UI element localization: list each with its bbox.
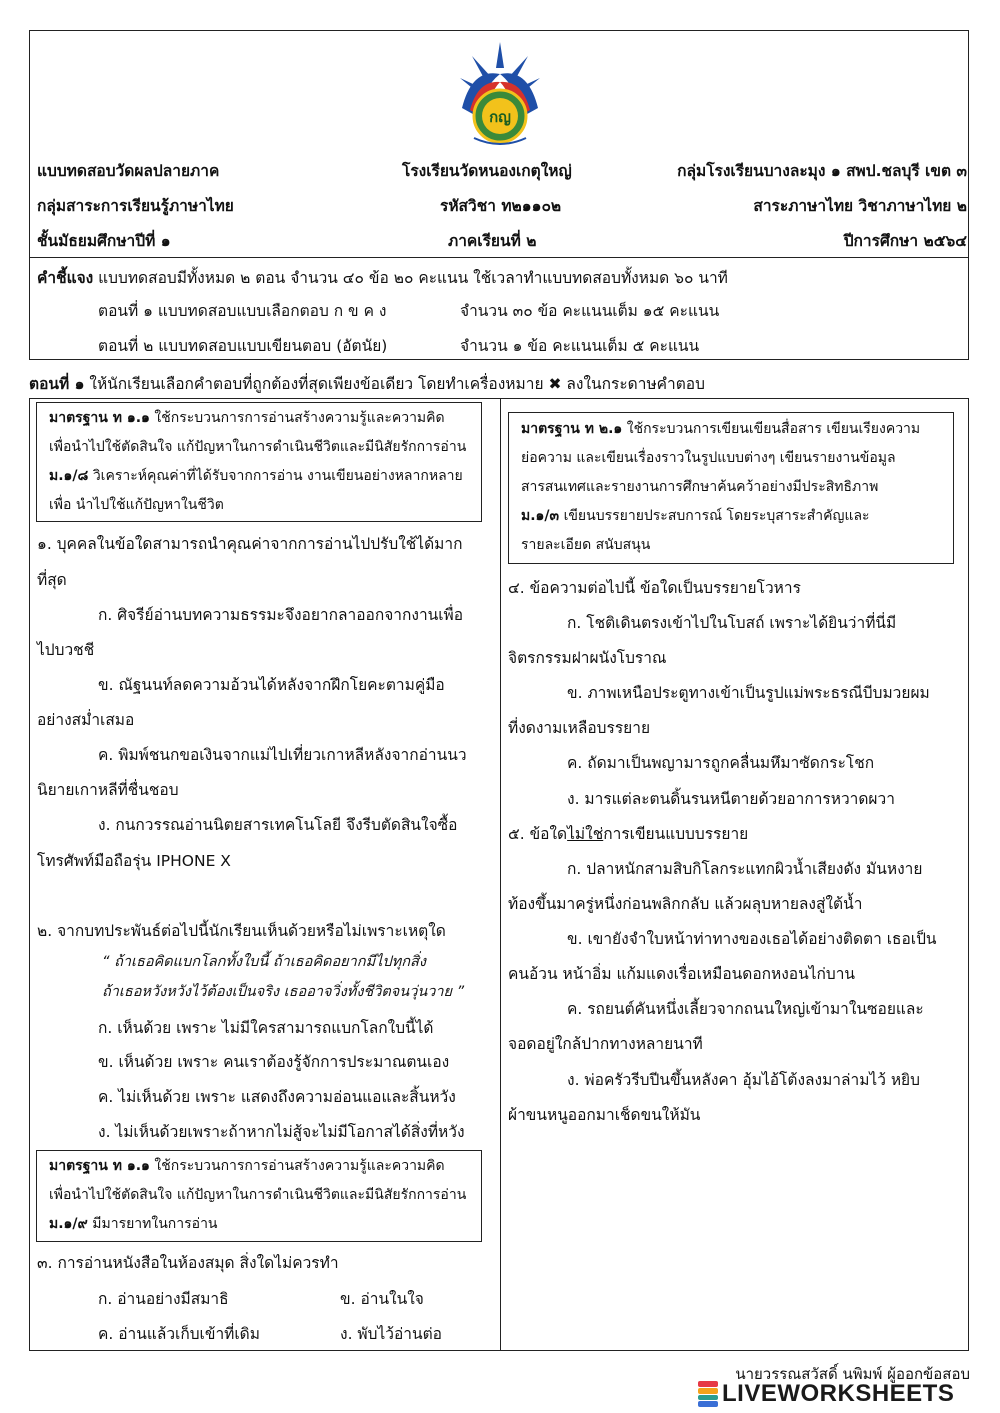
q5-choice-c[interactable]: ค. รถยนต์คันหนึ่งเลี้ยวจากถนนใหญ่เข้ามาในซอยและ: [567, 1000, 924, 1018]
q5-choice-c-cont: จอดอยู่ใกล้ปากทางหลายนาที: [508, 1035, 703, 1053]
q2-choice-b[interactable]: ข. เห็นด้วย เพราะ คนเราต้องรู้จักการประมาณตนเอง: [98, 1053, 450, 1071]
q3-choice-b[interactable]: ข. อ่านในใจ: [340, 1290, 424, 1308]
q5-choice-b-cont: คนอ้วน หน้าอิ่ม แก้มแดงเรื่อเหมือนดอกหงอนไก่บาน: [508, 965, 856, 983]
q5-stem: [508, 821, 748, 846]
q1-choice-b-cont: อย่างสม่ำเสมอ: [37, 711, 135, 729]
standard-box-2: [36, 1150, 482, 1242]
q3-choice-a[interactable]: ก. อ่านอย่างมีสมาธิ: [98, 1290, 229, 1308]
part1-detail: จำนวน ๓๐ ข้อ คะแนนเต็ม ๑๕ คะแนน: [460, 302, 720, 320]
brand-name: LIVEWORKSHEETS: [722, 1380, 955, 1407]
standard-3-line2: ย่อความ และเขียนเรื่องราวในรูปแบบต่างๆ เขียนรายงานข้อมูล: [521, 450, 896, 466]
standard-3-line4: เขียนบรรยายประสบการณ์ โดยระบุสาระสำคัญและ: [563, 508, 870, 524]
q2-choice-d[interactable]: ง. ไม่เห็นด้วยเพราะถ้าหากไม่สู้จะไม่มีโอกาสได้สิ่งที่หวัง: [98, 1123, 465, 1141]
header-grade: ชั้นมัธยมศึกษาปีที่ ๑: [37, 232, 171, 250]
school-logo: [452, 38, 548, 150]
q5-choice-d-cont: ผ้าขนหนูออกมาเช็ดขนให้มัน: [508, 1106, 701, 1124]
q2-choice-c[interactable]: ค. ไม่เห็นด้วย เพราะ แสดงถึงความอ่อนแอและสิ้นหวัง: [98, 1088, 456, 1106]
school-logo-icon: [452, 38, 548, 150]
standard-box-3: [508, 412, 954, 564]
q5-choice-d[interactable]: ง. พ่อครัวรีบปีนขึ้นหลังคา อุ้มไอ้โต้งลงมาล่ามไว้ หยิบ: [567, 1071, 920, 1089]
header-course-code: รหัสวิชา ท๒๑๑๐๒: [440, 197, 562, 215]
q1-choice-d[interactable]: ง. กนกวรรณอ่านนิตยสารเทคโนโลยี จึงรีบตัดสินใจซื้อ: [98, 816, 458, 834]
x-mark-icon: ✖: [548, 375, 562, 393]
q5-choice-b[interactable]: ข. เขายังจำใบหน้าท่าทางของเธอได้อย่างติดตา เธอเป็น: [567, 930, 937, 948]
logo-letters: กญ: [489, 108, 511, 126]
standard-3-label: มาตรฐาน ท ๒.๑: [521, 421, 623, 437]
q4-choice-b[interactable]: ข. ภาพเหนือประตูทางเข้าเป็นรูปแม่พระธรณีบีบมวยผม: [567, 684, 930, 702]
standard-1-indicator: ม.๑/๘: [49, 468, 89, 484]
q3-choice-c[interactable]: ค. อ่านแล้วเก็บเข้าที่เดิม: [98, 1325, 260, 1343]
liveworksheets-brand[interactable]: [698, 1380, 954, 1408]
q2-quote-line1: “ ถ้าเธอคิดแบกโลกทั้งใบนี้ ถ้าเธอคิดอยากมีไปทุกสิ่ง: [102, 954, 426, 970]
part2-name: ตอนที่ ๒ แบบทดสอบแบบเขียนตอบ (อัตนัย): [98, 337, 388, 355]
standard-1-line1: ใช้กระบวนการการอ่านสร้างความรู้และความคิด: [154, 410, 445, 426]
q5-stem-post: การเขียนแบบบรรยาย: [603, 825, 749, 843]
standard-1-line2: เพื่อนำไปใช้ตัดสินใจ แก้ปัญหาในการดำเนินชีวิตและมีนิสัยรักการอ่าน: [49, 439, 467, 455]
header-school-name: โรงเรียนวัดหนองเกตุใหญ่: [402, 162, 572, 180]
q4-choice-c[interactable]: ค. ถัดมาเป็นพญามารถูกคลื่นมหึมาซัดกระโชก: [567, 754, 875, 772]
header-learning-area: กลุ่มสาระการเรียนรู้ภาษาไทย: [37, 197, 234, 215]
header-academic-year: ปีการศึกษา ๒๕๖๔: [843, 232, 967, 250]
q1-choice-d-cont: โทรศัพท์มือถือรุ่น IPHONE X: [37, 852, 231, 870]
q1-choice-b[interactable]: ข. ณัฐนนท์ลดความอ้วนได้หลังจากฝึกโยคะตามคู่มือ: [98, 676, 445, 694]
column-divider: [500, 398, 501, 1351]
standard-2-line1: ใช้กระบวนการการอ่านสร้างความรู้และความคิด: [154, 1158, 445, 1174]
q4-stem: ๔. ข้อความต่อไปนี้ ข้อใดเป็นบรรยายโวหาร: [508, 579, 801, 597]
header-subject: สาระภาษาไทย วิชาภาษาไทย ๒: [753, 197, 967, 215]
header-exam-type: แบบทดสอบวัดผลปลายภาค: [37, 162, 220, 180]
q2-quote-line2: ถ้าเธอหวังหวังไว้ต้องเป็นจริง เธออาจวิ่งทั้งชีวิตจนวุ่นวาย ”: [102, 984, 465, 1000]
q3-stem: ๓. การอ่านหนังสือในห้องสมุด สิ่งใดไม่ควรทำ: [37, 1254, 339, 1272]
standard-1-label: มาตรฐาน ท ๑.๑: [49, 410, 150, 426]
q3-choice-d[interactable]: ง. พับไว้อ่านต่อ: [340, 1325, 442, 1343]
standard-1-line4: เพื่อ นำไปใช้แก้ปัญหาในชีวิต: [49, 497, 224, 513]
q5-stem-negation: ไม่ใช่: [567, 825, 604, 843]
q2-stem: ๒. จากบทประพันธ์ต่อไปนี้นักเรียนเห็นด้วยหรือไม่เพราะเหตุใด: [37, 922, 446, 940]
instructions: [37, 265, 728, 290]
header-semester: ภาคเรียนที่ ๒: [448, 232, 537, 250]
instructions-text: แบบทดสอบมีทั้งหมด ๒ ตอน จำนวน ๔๐ ข้อ ๒๐ คะแนน ใช้เวลาทำแบบทดสอบทั้งหมด ๖๐ นาที: [98, 269, 728, 287]
standard-2-indicator: ม.๑/๙: [49, 1216, 88, 1232]
standard-3-line1: ใช้กระบวนการเขียนเขียนสื่อสาร เขียนเรียงความ: [626, 421, 921, 437]
instructions-label: คำชี้แจง: [37, 269, 94, 287]
standard-2-label: มาตรฐาน ท ๑.๑: [49, 1158, 150, 1174]
standard-box-1: [36, 402, 482, 522]
header-school-group: กลุ่มโรงเรียนบางละมุง ๑ สพป.ชลบุรี เขต ๓: [677, 162, 967, 180]
q1-choice-c-cont: นิยายเกาหลีที่ชื่นชอบ: [37, 781, 179, 799]
standard-2-line3: มีมารยาทในการอ่าน: [92, 1216, 218, 1232]
q5-choice-a[interactable]: ก. ปลาหนักสามสิบกิโลกระแทกผิวน้ำเสียงดัง มันหงาย: [567, 860, 923, 878]
q1-stem: ๑. บุคคลในข้อใดสามารถนำคุณค่าจากการอ่านไปปรับใช้ได้มาก: [37, 535, 463, 553]
q5-stem-pre: ๕. ข้อใด: [508, 825, 568, 843]
q4-choice-a-cont: จิตรกรรมฝาผนังโบราณ: [508, 649, 667, 667]
liveworksheets-logo-icon: [698, 1381, 718, 1407]
standard-1-line3: วิเคราะห์คุณค่าที่ได้รับจากการอ่าน งานเขียนอย่างหลากหลาย: [92, 468, 463, 484]
q4-choice-b-cont: ที่งดงามเหลือบรรยาย: [508, 719, 651, 737]
q2-choice-a[interactable]: ก. เห็นด้วย เพราะ ไม่มีใครสามารถแบกโลกใบนี้ได้: [98, 1019, 434, 1037]
part1-name: ตอนที่ ๑ แบบทดสอบแบบเลือกตอบ ก ข ค ง: [98, 302, 387, 320]
standard-3-line3: สารสนเทศและรายงานการศึกษาค้นคว้าอย่างมีประสิทธิภาพ: [521, 479, 879, 495]
author-credit: นายวรรณสวัสดิ์ นพิมพ์ ผู้ออกข้อสอบ: [735, 1365, 970, 1383]
q4-choice-d[interactable]: ง. มารแต่ละตนดิ้นรนหนีตายด้วยอาการหวาดผวา: [567, 790, 895, 808]
part2-detail: จำนวน ๑ ข้อ คะแนนเต็ม ๕ คะแนน: [460, 337, 700, 355]
q4-choice-a[interactable]: ก. โชติเดินตรงเข้าไปในโบสถ์ เพราะได้ยินว่าที่นี่มี: [567, 614, 897, 632]
section-text: ให้นักเรียนเลือกคำตอบที่ถูกต้องที่สุดเพียงข้อเดียว โดยทำเครื่องหมาย: [89, 375, 544, 393]
standard-3-indicator: ม.๑/๓: [521, 508, 560, 524]
section-label: ตอนที่ ๑: [29, 375, 85, 393]
q1-choice-c[interactable]: ค. พิมพ์ชนกขอเงินจากแม่ไปเที่ยวเกาหลีหลังจากอ่านนว: [98, 746, 467, 764]
q1-stem-cont: ที่สุด: [37, 571, 67, 589]
q1-choice-a-cont: ไปบวชชี: [37, 641, 95, 659]
instructions-divider: [29, 257, 969, 258]
q1-choice-a[interactable]: ก. ศิจรีย์อ่านบทความธรรมะจึงอยากลาออกจากงานเพื่อ: [98, 606, 464, 624]
section-heading: [29, 371, 705, 396]
standard-3-line5: รายละเอียด สนับสนุน: [521, 537, 651, 553]
section-text-after: ลงในกระดาษคำตอบ: [566, 375, 705, 393]
q5-choice-a-cont: ท้องขึ้นมาครู่หนึ่งก่อนพลิกกลับ แล้วผลุบหายลงสู่ใต้น้ำ: [508, 895, 863, 913]
standard-2-line2: เพื่อนำไปใช้ตัดสินใจ แก้ปัญหาในการดำเนินชีวิตและมีนิสัยรักการอ่าน: [49, 1187, 467, 1203]
